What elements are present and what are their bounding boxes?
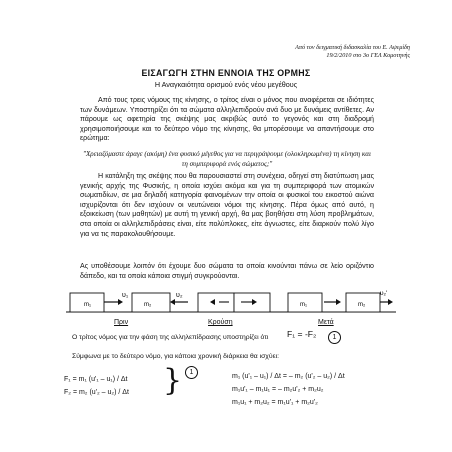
arrowhead-u2 (170, 299, 175, 305)
equation-left-1: F₁ = m₁ (u'₁ – u₁) / Δt (64, 376, 128, 383)
mass-label-m2-before: m₂ (144, 302, 152, 308)
arrowhead-u2p (388, 299, 393, 305)
velocity-label-u1: υ₁ (122, 292, 129, 299)
question-quote: "Χρειαζόμαστε άραγε (ακόμη) ένα φυσικό μέγεθος για να περιγράψουμε (ολοκληρωμένα) τη κίνηση και τη συμπεριφορά ενός σώματος;" (83, 150, 371, 168)
paragraph-assumption: Ας υποθέσουμε λοιπόν ότι έχουμε δυο σώματα τα οποία κινούνται πάνω σε λείο οριζόντιο δάπεδο, και τα οποία κάποια στιγμή συγκρούονται. (80, 262, 374, 280)
page-subtitle: Η Αναγκαιότητα ορισμού ενός νέου μεγέθους (154, 80, 298, 89)
page-title: ΕΙΣΑΓΩΓΗ ΣΤΗΝ ΕΝΝΟΙΑ ΤΗΣ ΟΡΜΗΣ (141, 68, 311, 78)
label-collision: Κρούση (208, 319, 233, 326)
third-law-text: Ο τρίτος νόμος για την φάση της αλληλεπίδρασης υποστηρίζει ότι (72, 334, 269, 341)
equation-number-circle: 1 (328, 331, 341, 344)
equation-right-1: m₁ (u'₁ – u₁) / Δt = – m₂ (u'₂ – u₂) / Δt (232, 373, 345, 380)
collision-diagram (66, 283, 396, 317)
equation-right-3: m₁u₁ + m₂u₂ = m₁u'₁ + m₂u'₂ (232, 399, 318, 406)
equation-left-2: F₂ = m₂ (u'₂ – u₂) / Δt (64, 389, 129, 396)
header-credit: Από τον δειγματική διδασκαλία του Ε. Αψεμίδη (295, 44, 410, 51)
paragraph-intro (80, 96, 374, 144)
header-date: 19/2/2010 στο 3ο ΓΕΛ Κομοτηνής (326, 52, 410, 59)
arrowhead-u1p (336, 299, 341, 305)
curly-brace: } (163, 363, 183, 398)
paragraph-conclusion-text: Η κατάληξη της σκέψης που θα παρουσιαστεί στη συνέχεια, οδηγεί στη διατύπωση μιας γενικής αρχής της Φυσικής, η οποία ισχύει ακόμα και για τη συμπεριφορά των ατομικών σωματιδίων, σε μια δηλαδή κατηγορία φαινομένων την οποία οι φυσικοί του εικοστού αιώνα ισχυρίζονται ότι δεν ισχύουν οι νευτώνειοι νόμοι της κίνησης. Πέρα όμως από αυτό, η εξοικείωση (των μαθητών) με αυτή τη γενική αρχή, θα μας βοηθήσει στη λύση προβλημάτων, στα οποία οι αλληλεπιδράσεις είναι, είτε πολύπλοκες, είτε άγνωστες, είτε διαρκούν πολύ λίγο για να τις παρακολουθήσουμε. (80, 172, 374, 238)
velocity-label-u2: υ₂ (176, 292, 183, 299)
equation-number-circle-2: 1 (185, 366, 198, 379)
arrowhead-u1 (118, 299, 123, 305)
second-law-text: Σύμφωνα με το δεύτερο νόμο, για κάποια χρονική διάρκεια θα ισχύει: (72, 353, 280, 360)
label-after: Μετά (318, 319, 334, 326)
mass-label-m1-before: m₁ (84, 302, 92, 308)
label-before: Πριν (114, 319, 129, 326)
mass-label-m1-after: m₁ (300, 302, 308, 308)
equation-right-2: m₁u'₁ – m₁u₁ = – m₂u'₂ + m₂u₂ (232, 386, 324, 393)
paragraph-intro-text: Από τους τρεις νόμους της κίνησης, ο τρίτος είναι ο μόνος που αναφέρεται σε ιδιότητες των δυνάμεων. Υποστηρίζει ότι τα σώματα αλληλεπιδρούν ανά δυο με δυνάμεις αντίθετες. Αν πάρουμε ως αφετηρία της σκέψης μας ακριβώς αυτό το γεγονός και στη διαδρομή χρησιμοποιήσουμε και το δεύτερο νόμο της κίνησης, θα μπορέσουμε να απαντήσουμε στο ερώτημα: (80, 96, 374, 143)
mass-label-m2-after: m₂ (358, 302, 366, 308)
third-law-equation: F₁ = -F₂ (287, 329, 317, 339)
paragraph-conclusion (80, 172, 374, 239)
velocity-label-u2p: υ₂' (380, 290, 388, 297)
